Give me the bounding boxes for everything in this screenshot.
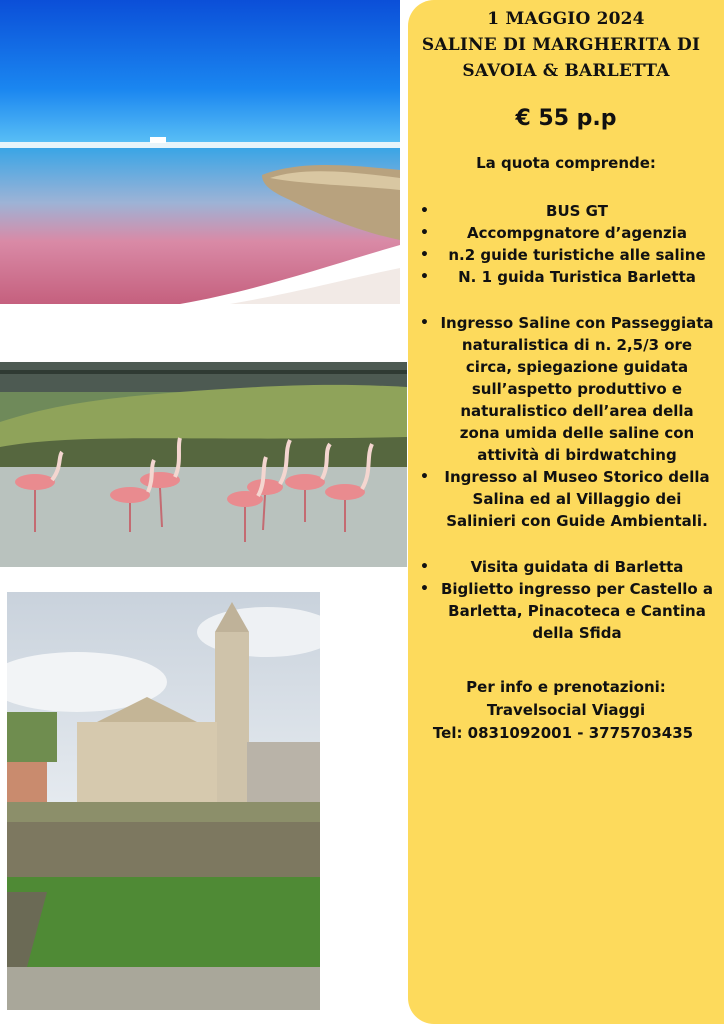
list-item: • Accompgnatore d’agenzia [420, 224, 687, 242]
list-item: • Biglietto ingresso per Castello a Barletta, Pinacoteca e Cantina della Sfida [420, 580, 713, 642]
contact-heading: Per info e prenotazioni: [466, 678, 666, 696]
bullet-icon: • [420, 269, 429, 285]
list-item: • Ingresso Saline con Passeggiata naturalistica di n. 2,5/3 ore circa, spiegazione guidata sull’aspetto produttivo e naturalistico dell’area della zona umida delle saline con attività di birdwatching [420, 314, 714, 464]
list-item: • n.2 guide turistiche alle saline [420, 246, 706, 264]
included-list-transport [408, 200, 724, 288]
agency-name: Travelsocial Viaggi [486, 701, 646, 719]
list-item: • Ingresso al Museo Storico della Salina ed al Villaggio dei Salinieri con Guide Ambientali. [420, 468, 710, 530]
flamingos-photo [0, 362, 407, 567]
bullet-icon: • [420, 225, 429, 241]
list-item: • BUS GT [420, 202, 608, 220]
bullet-icon: • [420, 247, 429, 263]
list-item: • N. 1 guida Turistica Barletta [420, 268, 696, 286]
bullet-icon: • [420, 315, 429, 331]
event-date: 1 MAGGIO 2024 [487, 9, 645, 29]
event-title-line-2: SAVOIA & BARLETTA [462, 61, 670, 81]
contact-info [408, 676, 724, 745]
bullet-icon: • [420, 203, 429, 219]
event-title-line-1: SALINE DI MARGHERITA DI [421, 35, 701, 55]
included-list-saline [408, 312, 724, 532]
info-panel [408, 0, 724, 1024]
included-list-barletta [408, 556, 724, 644]
list-item: • Visita guidata di Barletta [420, 558, 684, 576]
phone-numbers: Tel: 0831092001 - 3775703435 [432, 724, 694, 742]
bullet-icon: • [420, 581, 429, 597]
price: € 55 p.p [515, 106, 617, 131]
includes-heading: La quota comprende: [476, 154, 656, 172]
barletta-cathedral-photo [7, 592, 320, 1010]
bullet-icon: • [420, 559, 429, 575]
salt-flats-photo [0, 0, 400, 304]
bullet-icon: • [420, 469, 429, 485]
